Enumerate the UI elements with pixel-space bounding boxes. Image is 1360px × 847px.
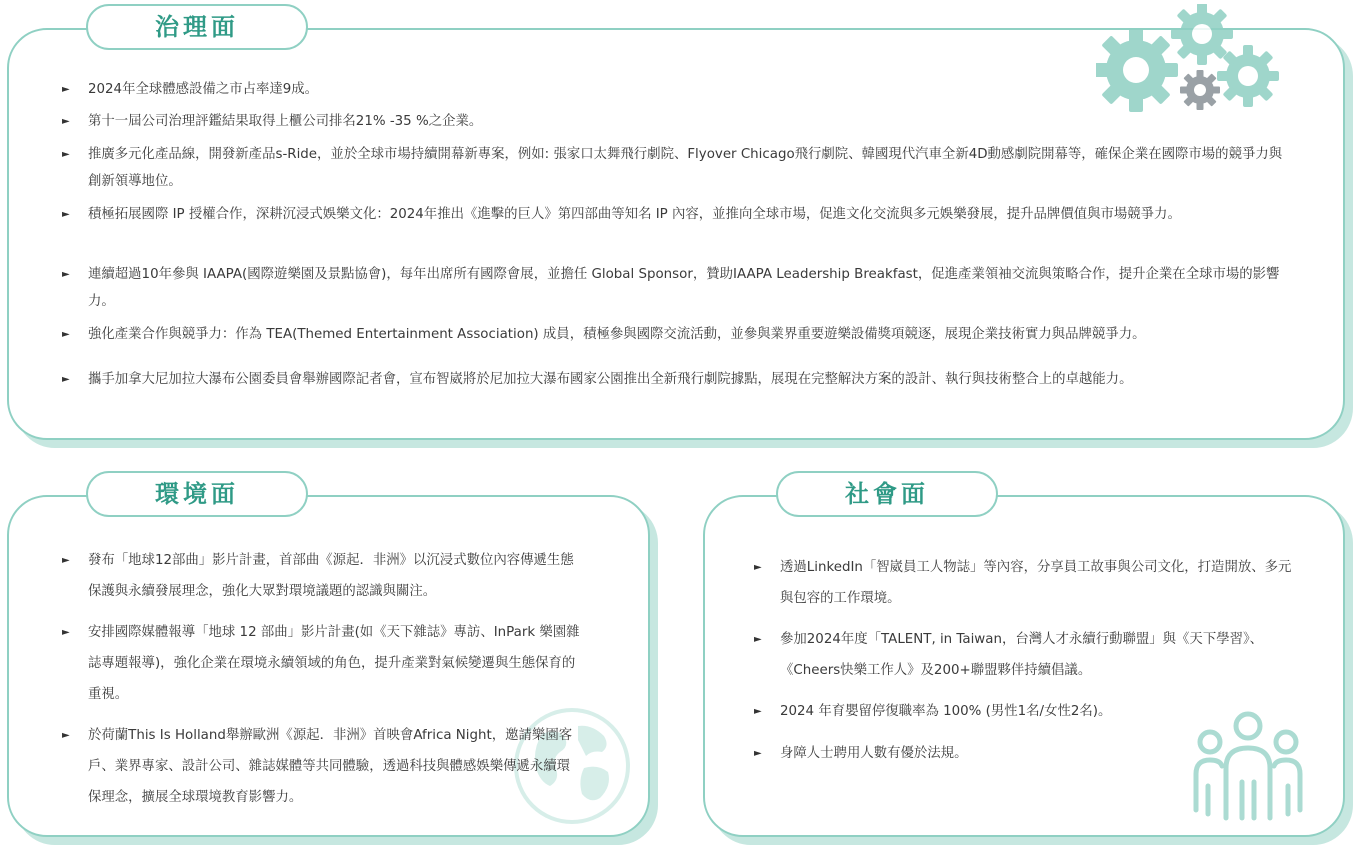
governance-list [62, 76, 1290, 393]
list-item: ► 連續超過10年參與 IAAPA(國際遊樂園及景點協會)，每年出席所有國際會展，並擔任 Global Sponsor，贊助IAAPA Leadership Breakfast，促進產業領袖交流與策略合作，提升企業在全球市場的影響力。 [62, 267, 1280, 309]
social-title: 社會面 [776, 471, 998, 517]
list-item: ► 安排國際媒體報導「地球 12 部曲」影片計畫(如《天下雜誌》專訪、InPark 樂園雜誌專題報導)，強化企業在環境永續領域的角色，提升產業對氣候變遷與生態保育的重視。 [62, 625, 580, 702]
list-item: ► 發布「地球12部曲」影片計畫，首部曲《源起．非洲》以沉浸式數位內容傳遞生態保護與永續發展理念，強化大眾對環境議題的認識與關注。 [62, 553, 574, 599]
list-item: ► 2024 年育嬰留停復職率為 100% (男性1名/女性2名)。 [754, 704, 1112, 719]
list-item: ► 攜手加拿大尼加拉大瀑布公園委員會舉辦國際記者會，宣布智崴將於尼加拉大瀑布國家公園推出全新飛行劇院據點，展現在完整解決方案的設計、執行與技術整合上的卓越能力。 [62, 372, 1133, 387]
gears-icon [1096, 4, 1282, 112]
list-item: ► 第十一屆公司治理評鑑結果取得上櫃公司排名21% -35 %之企業。 [62, 114, 483, 129]
list-item: ► 參加2024年度「TALENT, in Taiwan，台灣人才永續行動聯盟」與《天下學習》、《Cheers快樂工作人》及200+聯盟夥伴持續倡議。 [754, 632, 1264, 678]
list-item: ► 推廣多元化產品線，開發新產品s-Ride，並於全球市場持續開幕新專案，例如: 張家口太舞飛行劇院、Flyover Chicago飛行劇院、韓國現代汽車全新4D動感劇院開幕等，確保企業在國際市場的競爭力與創新領導地位。 [62, 147, 1283, 189]
environment-list [62, 545, 580, 813]
list-item: ► 積極拓展國際 IP 授權合作，深耕沉浸式娛樂文化：2024年推出《進擊的巨人》第四部曲等知名 IP 內容，並推向全球市場，促進文化交流與多元娛樂發展，提升品牌價值與市場競爭力。 [62, 207, 1181, 222]
people-icon [1192, 710, 1304, 822]
list-item: ► 於荷蘭This Is Holland舉辦歐洲《源起．非洲》首映會Africa Night，邀請樂園客戶、業界專家、設計公司、雜誌媒體等共同體驗，透過科技與體感娛樂傳遞永續環保理念，擴展全球環境教育影響力。 [62, 728, 573, 805]
list-item: ► 透過LinkedIn「智崴員工人物誌」等內容，分享員工故事與公司文化，打造開放、多元與包容的工作環境。 [754, 560, 1292, 606]
environment-title: 環境面 [86, 471, 308, 517]
list-item: ► 2024年全球體感設備之市占率達9成。 [62, 82, 319, 97]
list-item: ► 身障人士聘用人數有優於法規。 [754, 746, 968, 761]
governance-title: 治理面 [86, 4, 308, 50]
list-item: ► 強化產業合作與競爭力：作為 TEA(Themed Entertainment Association) 成員，積極參與國際交流活動，並參與業界重要遊樂設備獎項競逐，展現企業技術實力與品牌競爭力。 [62, 327, 1146, 342]
